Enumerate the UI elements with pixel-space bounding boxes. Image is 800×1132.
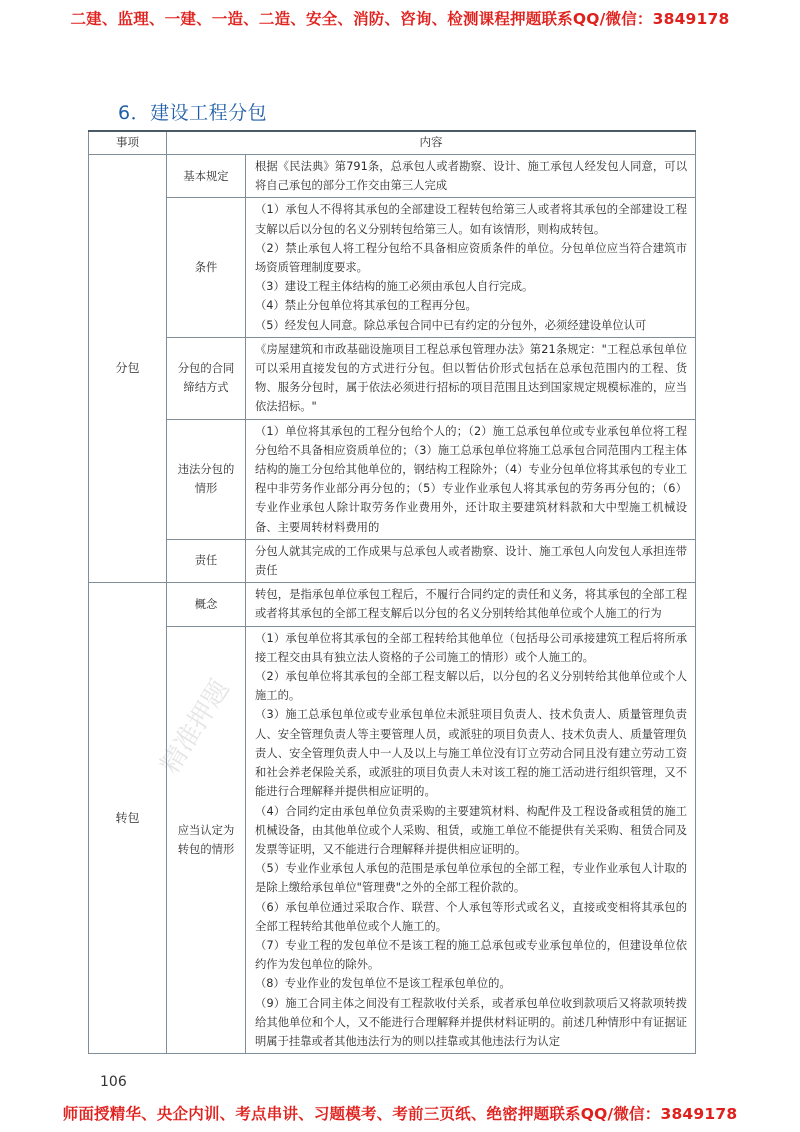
content-cell (246, 626, 696, 1053)
page-number: 106 (100, 1074, 127, 1090)
content-cell (246, 539, 696, 582)
table-row (89, 539, 696, 582)
content-paragraph: 分包人就其完成的工作成果与总承包人或者勘察、设计、施工承包人向发包人承担连带责任 (255, 544, 687, 578)
subcontracting-table (88, 130, 696, 1054)
content-paragraph: （8）专业作业的发包单位不是该工程承包单位的。 (255, 977, 511, 991)
content-paragraph: （1）承包单位将其承包的全部工程转给其他单位（包括母公司承接建筑工程后将所承接工程交由具有独立法人资格的子公司施工的情形）或个人施工的。 (255, 631, 687, 664)
content-cell (246, 337, 696, 419)
section-title: 6．建设工程分包 (118, 102, 268, 124)
subitem-label: 应当认定为转包的情形 (167, 626, 246, 1053)
content-paragraph: （5）专业作业承包人承包的范围是承包单位承包的全部工程，专业作业承包人计取的是除上缴给承包单位"管理费"之外的全部工程价款的。 (255, 862, 687, 895)
subitem-label: 概念 (167, 583, 246, 626)
content-paragraph: （9）施工合同主体之间没有工程款收付关系，或者承包单位收到款项后又将款项转拨给其他单位和个人，又不能进行合理解释并提供材料证明的。前述几种情形中有证据证明属于挂靠或者其他违法行为的则以挂靠或其他违法行为认定 (255, 996, 687, 1048)
table-row (89, 626, 696, 1053)
content-paragraph: （1）单位将其承包的工程分包给个人的；（2）施工总承包单位或专业承包单位将工程分包给不具备相应资质单位的；（3）施工总承包单位将施工总承包合同范围内工程主体结构的施工分包给其他单位的，钢结构工程除外；（4）专业分包单位将其承包的专业工程中非劳务作业部分再分包的；（5）专业作业承包人将其承包的劳务再分包的；（6）专业作业承包人除计取劳务作业费用外，还计取主要建筑材料款和大中型施工机械设备、主要周转材料费用的 (255, 424, 687, 534)
table-row (89, 198, 696, 337)
content-paragraph: （4）合同约定由承包单位负责采购的主要建筑材料、构配件及工程设备或租赁的施工机械设备，由其他单位或个人采购、租赁，或施工单位不能提供有关采购、租赁合同及发票等证明，又不能进行合理解释并提供相应证明的。 (255, 804, 687, 856)
content-paragraph: （3）施工总承包单位或专业承包单位未派驻项目负责人、技术负责人、质量管理负责人、安全管理负责人等主要管理人员，或派驻的项目负责人、技术负责人、质量管理负责人、安全管理负责人中一人及以上与施工单位没有订立劳动合同且没有建立劳动工资和社会养老保险关系，或派驻的项目负责人未对该工程的施工活动进行组织管理，又不能进行合理解释并提供相应证明的。 (255, 708, 687, 799)
subitem-label: 责任 (167, 539, 246, 582)
subitem-label: 条件 (167, 198, 246, 337)
header-item: 事项 (89, 131, 167, 155)
content-paragraph: （2）禁止承包人将工程分包给不具备相应资质条件的单位。分包单位应当符合建筑市场资质管理制度要求。 (255, 241, 687, 275)
content-cell (246, 155, 696, 198)
table-header-row (89, 131, 696, 155)
content-cell (246, 583, 696, 626)
content-paragraph: （5）经发包人同意。除总承包合同中已有约定的分包外，必须经建设单位认可 (255, 318, 647, 332)
table-row (89, 583, 696, 626)
category-cell: 分包 (89, 155, 167, 583)
bottom-contact-banner: 师面授精华、央企内训、考点串讲、习题模考、考前三页纸、绝密押题联系QQ/微信：3849178 (62, 1105, 738, 1123)
content-paragraph: （3）建设工程主体结构的施工必须由承包人自行完成。 (255, 280, 534, 294)
top-contact-banner: 二建、监理、一建、一造、二造、安全、消防、咨询、检测课程押题联系QQ/微信：3849178 (70, 10, 730, 28)
category-cell: 转包 (89, 583, 167, 1054)
table-body (89, 155, 696, 1054)
content-paragraph: 《房屋建筑和市政基础设施项目工程总承包管理办法》第21条规定："工程总承包单位可以采用直接发包的方式进行分包。但以暂估价形式包括在总承包范围内的工程、货物、服务分包时，属于依法必须进行招标的项目范围且达到国家规定规模标准的，应当依法招标。" (255, 342, 687, 414)
watermark-text: 精准押题 (155, 674, 236, 780)
subitem-label: 分包的合同缔结方式 (167, 337, 246, 419)
content-paragraph: （1）承包人不得将其承包的全部建设工程转包给第三人或者将其承包的全部建设工程支解以后以分包的名义分别转包给第三人。如有该情形，则构成转包。 (255, 203, 687, 236)
table-row (89, 337, 696, 419)
subitem-label: 违法分包的情形 (167, 419, 246, 539)
content-paragraph: （2）承包单位将其承包的全部工程支解以后，以分包的名义分别转给其他单位或个人施工的。 (255, 670, 687, 703)
content-cell (246, 419, 696, 539)
content-paragraph: （6）承包单位通过采取合作、联营、个人承包等形式或名义，直接或变相将其承包的全部工程转给其他单位或个人施工的。 (255, 900, 687, 933)
content-paragraph: （4）禁止分包单位将其承包的工程再分包。 (255, 299, 477, 313)
content-paragraph: 转包，是指承包单位承包工程后，不履行合同约定的责任和义务，将其承包的全部工程或者将其承包的全部工程支解后以分包的名义分别转给其他单位或个人施工的行为 (255, 588, 687, 621)
subitem-label: 基本规定 (167, 155, 246, 198)
content-paragraph: 根据《民法典》第791条，总承包人或者勘察、设计、施工承包人经发包人同意，可以将自己承包的部分工作交由第三人完成 (255, 160, 687, 193)
content-paragraph: （7）专业工程的发包单位不是该工程的施工总承包或专业承包单位的，但建设单位依约作为发包单位的除外。 (255, 938, 687, 972)
content-cell (246, 198, 696, 337)
header-content: 内容 (167, 131, 696, 155)
table-row (89, 155, 696, 198)
table-row (89, 419, 696, 539)
